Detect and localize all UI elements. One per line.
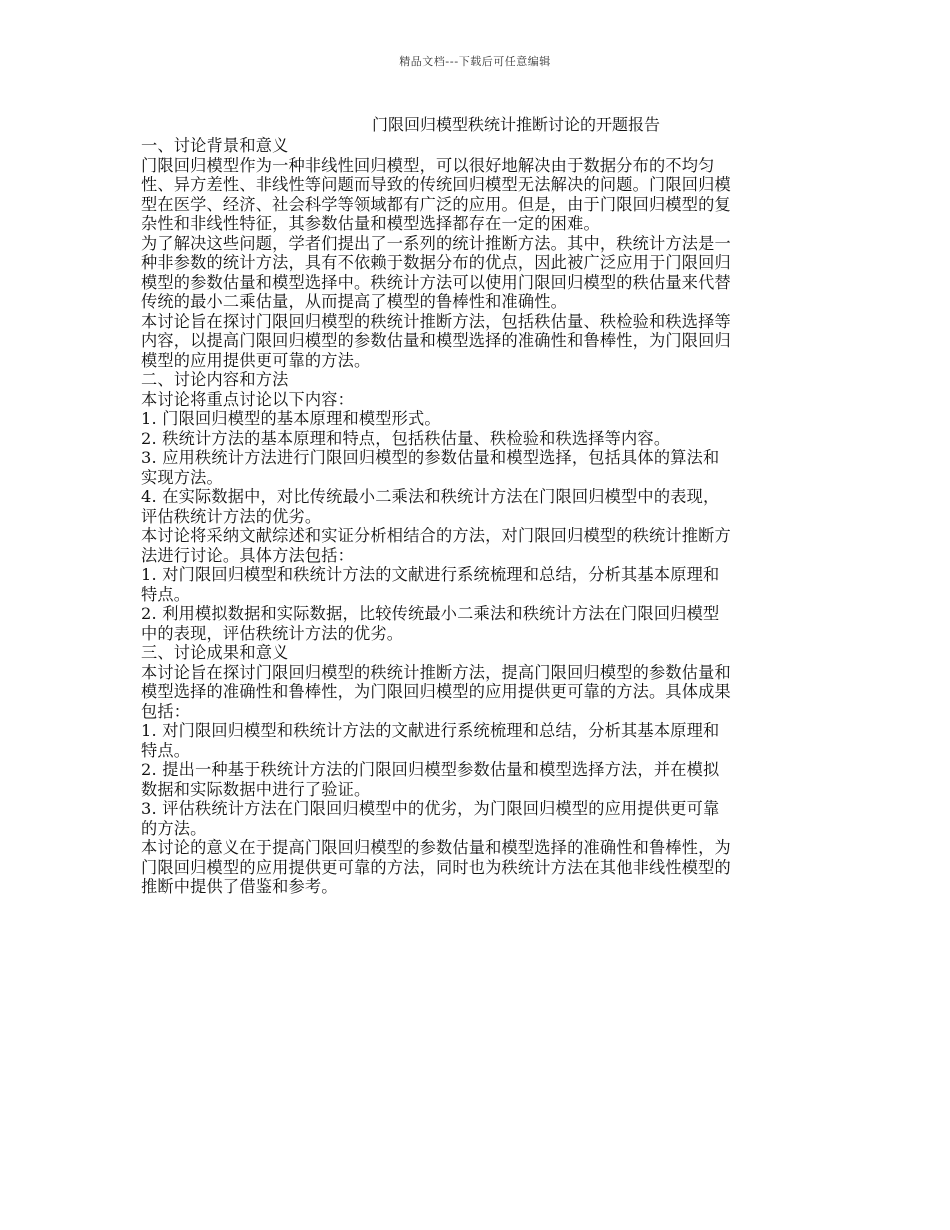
- text-line: 本讨论的意义在于提高门限回归模型的参数估量和模型选择的准确性和鲁棒性，为: [141, 838, 731, 857]
- text-line: 种非参数的统计方法，具有不依赖于数据分布的优点，因此被广泛应用于门限回归: [141, 253, 731, 272]
- text-line: 1. 对门限回归模型和秩统计方法的文献进行系统梳理和总结，分析其基本原理和: [141, 565, 720, 584]
- text-line: 一、讨论背景和意义: [141, 136, 289, 155]
- text-line: 3. 评估秩统计方法在门限回归模型中的优劣，为门限回归模型的应用提供更可靠: [141, 799, 720, 818]
- text-line: 1. 门限回归模型的基本原理和模型形式。: [141, 409, 441, 428]
- text-line: 推断中提供了借鉴和参考。: [141, 877, 338, 896]
- text-line: 数据和实际数据中进行了验证。: [141, 779, 371, 799]
- text-line: 特点。: [141, 740, 191, 760]
- text-line: 模型的参数估量和模型选择中。秩统计方法可以使用门限回归模型的秩估量来代替: [141, 272, 731, 292]
- text-line: 二、讨论内容和方法: [141, 370, 289, 389]
- text-line: 1. 对门限回归模型和秩统计方法的文献进行系统梳理和总结，分析其基本原理和: [141, 721, 720, 740]
- text-line: 门限回归模型作为一种非线性回归模型，可以很好地解决由于数据分布的不均匀: [141, 155, 715, 175]
- text-line: 特点。: [141, 584, 191, 604]
- document-body: [141, 114, 811, 897]
- text-line: 模型选择的准确性和鲁棒性，为门限回归模型的应用提供更可靠的方法。具体成果: [141, 682, 731, 701]
- text-line: 包括：: [141, 701, 191, 721]
- text-line: 4. 在实际数据中，对比传统最小二乘法和秩统计方法在门限回归模型中的表现，: [141, 487, 720, 506]
- document-text: [141, 136, 811, 897]
- text-line: 为了解决这些问题，学者们提出了一系列的统计推断方法。其中，秩统计方法是一: [141, 233, 731, 253]
- text-line: 杂性和非线性特征，其参数估量和模型选择都存在一定的困难。: [141, 214, 600, 233]
- text-line: 三、讨论成果和意义: [141, 643, 289, 662]
- text-line: 实现方法。: [141, 467, 223, 487]
- watermark-header: 精品文档---下载后可任意编辑: [399, 55, 551, 68]
- text-line: 内容，以提高门限回归模型的参数估量和模型选择的准确性和鲁棒性，为门限回归: [141, 331, 731, 350]
- text-line: 门限回归模型的应用提供更可靠的方法，同时也为秩统计方法在其他非线性模型的: [141, 857, 731, 877]
- text-line: 本讨论旨在探讨门限回归模型的秩统计推断方法，提高门限回归模型的参数估量和: [141, 662, 731, 682]
- text-line: 本讨论将采纳文献综述和实证分析相结合的方法，对门限回归模型的秩统计推断方: [141, 526, 731, 545]
- text-line: 评估秩统计方法的优劣。: [141, 506, 322, 526]
- text-line: 2. 秩统计方法的基本原理和特点，包括秩估量、秩检验和秩选择等内容。: [141, 428, 671, 448]
- text-line: 的方法。: [141, 818, 207, 838]
- text-line: 2. 利用模拟数据和实际数据，比较传统最小二乘法和秩统计方法在门限回归模型: [141, 604, 720, 623]
- text-line: 中的表现，评估秩统计方法的优劣。: [141, 623, 404, 643]
- text-line: 3. 应用秩统计方法进行门限回归模型的参数估量和模型选择，包括具体的算法和: [141, 448, 720, 467]
- text-line: 传统的最小二乘估量，从而提高了模型的鲁棒性和准确性。: [141, 292, 568, 311]
- text-line: 性、异方差性、非线性等问题而导致的传统回归模型无法解决的问题。门限回归模: [141, 175, 731, 194]
- text-line: 本讨论将重点讨论以下内容：: [141, 389, 355, 409]
- text-line: 型在医学、经济、社会科学等领域都有广泛的应用。但是，由于门限回归模型的复: [141, 194, 731, 214]
- text-line: 法进行讨论。具体方法包括：: [141, 545, 355, 565]
- text-line: 模型的应用提供更可靠的方法。: [141, 350, 371, 370]
- text-line: 2. 提出一种基于秩统计方法的门限回归模型参数估量和模型选择方法，并在模拟: [141, 760, 720, 779]
- text-line: 本讨论旨在探讨门限回归模型的秩统计推断方法，包括秩估量、秩检验和秩选择等: [141, 311, 731, 331]
- document-title: 门限回归模型秩统计推断讨论的开题报告: [371, 115, 660, 134]
